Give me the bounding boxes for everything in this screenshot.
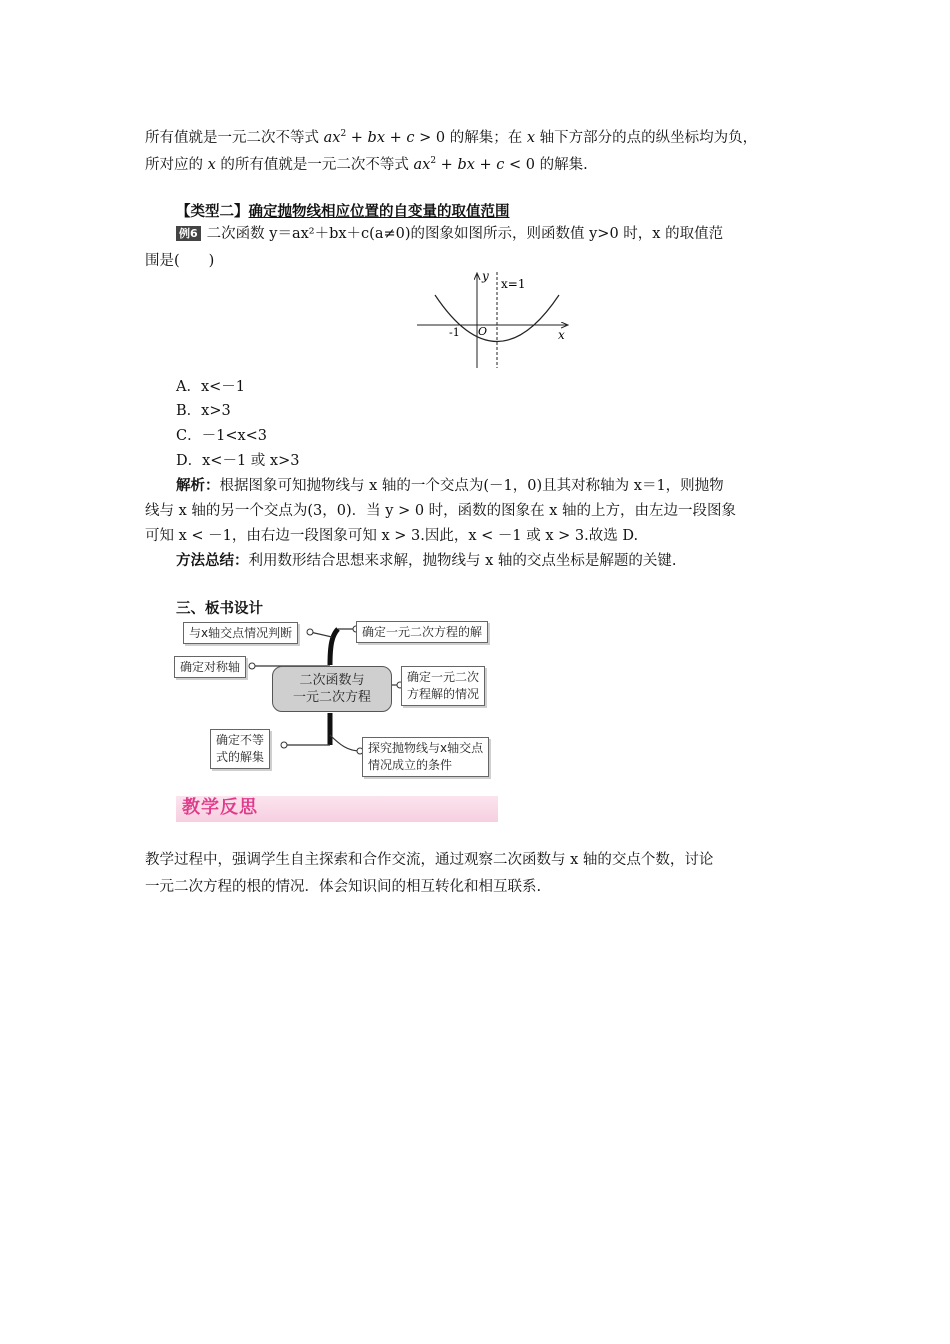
graph-label-neg1: -1 (449, 326, 460, 339)
reflection-line-2: 一元二次方程的根的情况．体会知识间的相互转化和相互联系. (145, 879, 542, 895)
analysis-label: 解析： (176, 478, 220, 494)
graph-label-x: x (558, 328, 565, 342)
analysis-line-1: 解析：根据图象可知抛物线与 x 轴的一个交点为(－1，0)且其对称轴为 x＝1，则抛物 (176, 478, 724, 494)
center-node: 二次函数与 一元二次方程 (272, 666, 392, 712)
branch-right-bottom (330, 735, 360, 751)
reflection-line-1: 教学过程中，强调学生自主探索和合作交流，通过观察二次函数与 x 轴的交点个数，讨论 (145, 852, 714, 868)
trunk-top (330, 629, 338, 665)
example-stem-line-1: 例6 二次函数 y＝ax²＋bx＋c(a≠0)的图象如图所示，则函数值 y>0 时，x 的取值范 (176, 224, 723, 244)
node-left-top: 与x轴交点情况判断 (183, 622, 298, 644)
intro-line-1: 所有值就是一元二次不等式 $ax^2$ + bx + c > 0 的解集；在 x 轴下方部分的点的纵坐标均为负， (145, 129, 758, 146)
node-left-bottom: 确定不等 式的解集 (210, 729, 270, 769)
graph-label-axis: x=1 (501, 277, 526, 291)
method-label: 方法总结： (176, 553, 249, 569)
example-badge: 例6 (176, 226, 201, 241)
option-b: B．x>3 (176, 403, 231, 419)
board-heading: 三、板书设计 (176, 601, 263, 617)
analysis-line-3: 可知 x < －1，由右边一段图象可知 x > 3.因此，x < －1 或 x > 3.故选 D. (145, 528, 639, 544)
intro-line-2: 所对应的 x 的所有值就是一元二次不等式 $ax^2$ + bx + c < 0 的解集. (145, 156, 588, 173)
graph-label-y: y (482, 269, 489, 283)
option-d: D．x<－1 或 x>3 (176, 453, 300, 469)
example-stem-line-2: 围是( ) (145, 253, 215, 269)
graph-label-o: O (478, 325, 488, 338)
node-right-bottom: 探究抛物线与x轴交点 情况成立的条件 (362, 737, 489, 777)
option-a: A．x<－1 (176, 379, 246, 395)
analysis-line-2: 线与 x 轴的另一个交点为(3，0)．当 y > 0 时，函数的图象在 x 轴的上方，由左边一段图象 (145, 503, 737, 519)
node-right-mid: 确定一元二次 方程解的情况 (401, 666, 485, 706)
method-summary: 方法总结：利用数形结合思想来求解，抛物线与 x 轴的交点坐标是解题的关键. (176, 553, 677, 569)
node-left-mid: 确定对称轴 (174, 656, 246, 678)
option-c: C．－1<x<3 (176, 428, 268, 444)
parabola-graph (415, 268, 575, 372)
reflection-title: 教学反思 (182, 797, 258, 818)
type2-heading: 【类型二】确定抛物线相应位置的自变量的取值范围 (176, 204, 510, 220)
node-right-top: 确定一元二次方程的解 (356, 621, 488, 643)
